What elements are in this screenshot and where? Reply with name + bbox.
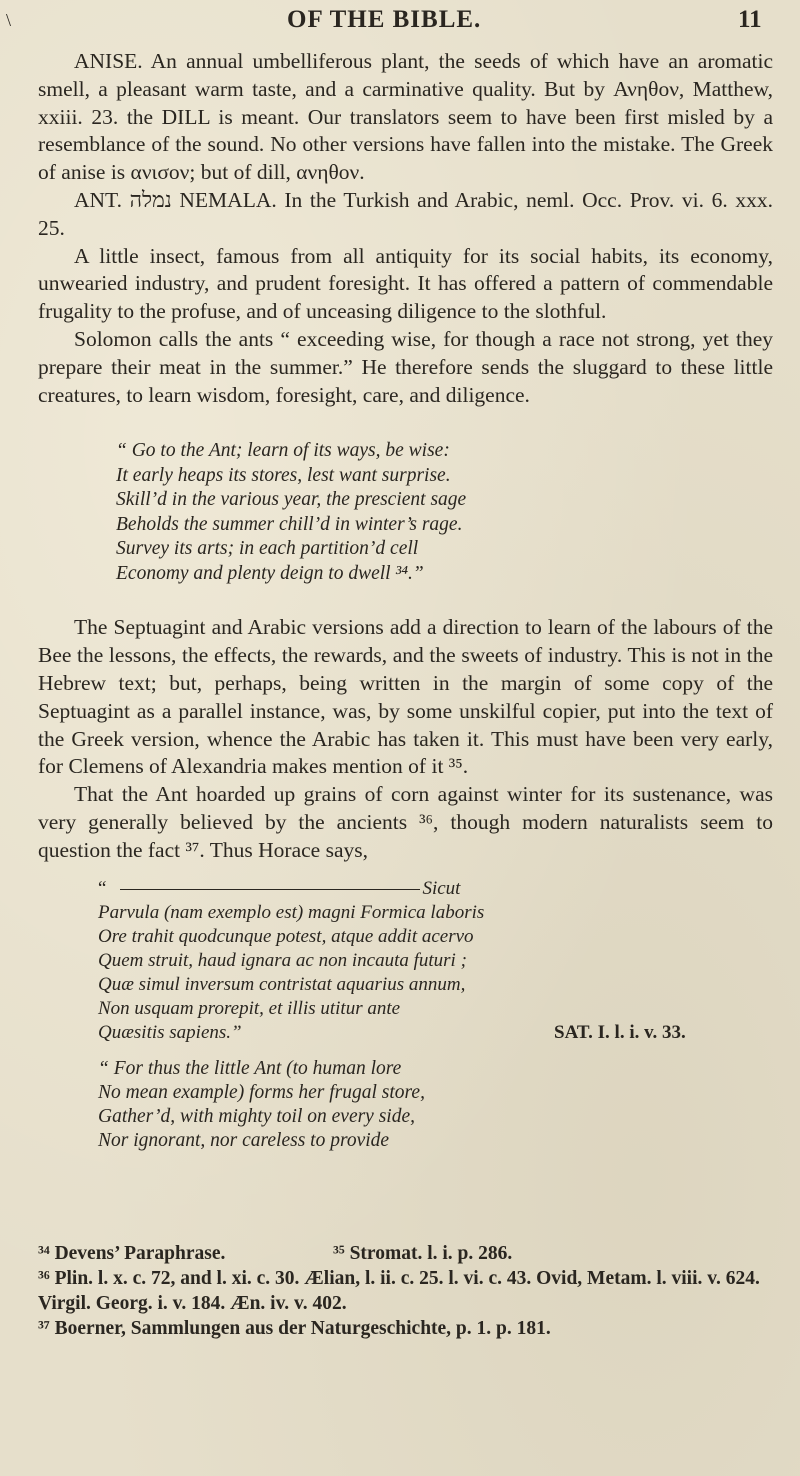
- translation-line: Nor ignorant, nor careless to provide: [98, 1129, 390, 1151]
- latin-line: Quæ simul inversum contristat aquarius annum,: [98, 973, 466, 995]
- footnotes: [38, 1241, 773, 1341]
- page-header: [0, 6, 800, 40]
- latin-line: Quæsitis sapiens.”: [98, 1021, 242, 1043]
- citation: SAT. I. l. i. v. 33.: [554, 1021, 686, 1043]
- latin-last-line: [98, 1021, 773, 1045]
- verse-quotation: [116, 439, 773, 586]
- paragraph-horace: That the Ant hoarded up grains of corn against winter for its sustenance, was very generally believed by the ancients ³⁶, though modern naturalists seem to question the fact ³⁷. Thus Horace says,: [38, 782, 773, 862]
- latin-line: Quem struit, haud ignara ac non incauta futuri ;: [98, 949, 467, 971]
- latin-quotation: [98, 877, 773, 1045]
- latin-line: Non usquam prorepit, et illis utitur ante: [98, 997, 401, 1019]
- paragraph-ant-description: A little insect, famous from all antiquity for its social habits, its economy, unwearied industry, and prudent foresight. It has offered a pattern of commendable frugality to the profuse, and of unceasing diligence to the slothful.: [38, 243, 773, 324]
- paragraph-septuagint: The Septuagint and Arabic versions add a direction to learn of the labours of the Bee the lessons, the effects, the rewards, and the sweets of industry. This is not in the Hebrew text; but, perhaps, being written in the margin of some copy of the Septuagint as a parallel instance, was, by some unskilful copier, put into the text of the Greek version, whence the Arabic has taken it. This must have been very early, for Clemens of Alexandria makes mention of it ³⁵.: [38, 615, 773, 779]
- footnote-row: [38, 1241, 773, 1266]
- footnote-37: ³⁷ Boerner, Sammlungen aus der Naturgeschichte, p. 1. p. 181.: [38, 1318, 551, 1339]
- footnote-34: ³⁴ Devens’ Paraphrase.: [38, 1243, 226, 1264]
- body-text: [38, 48, 773, 1153]
- translation-line: “ For thus the little Ant (to human lore: [98, 1057, 402, 1079]
- margin-mark: \: [6, 10, 12, 30]
- latin-first-line: [98, 877, 773, 901]
- entry-ant-heading: ANT. נמלה NEMALA. In the Turkish and Arabic, neml. Occ. Prov. vi. 6. xxx. 25.: [38, 187, 773, 240]
- latin-line: Parvula (nam exemplo est) magni Formica laboris: [98, 901, 485, 923]
- quote-dash: [120, 889, 420, 890]
- verse-line: Beholds the summer chill’d in winter’s rage.: [116, 513, 463, 535]
- running-head: OF THE BIBLE.: [287, 6, 482, 33]
- translation-quotation: [98, 1057, 773, 1153]
- verse-line: Economy and plenty deign to dwell ³⁴.”: [116, 562, 424, 584]
- footnote-35: ³⁵ Stromat. l. i. p. 286.: [333, 1243, 513, 1264]
- verse-line: Skill’d in the various year, the prescient sage: [116, 489, 467, 511]
- latin-line: Ore trahit quodcunque potest, atque addit acervo: [98, 925, 474, 947]
- translation-line: No mean example) forms her frugal store,: [98, 1081, 425, 1103]
- paragraph-solomon: Solomon calls the ants “ exceeding wise, for though a race not strong, yet they prepare their meat in the summer.” He therefore sends the sluggard to these little creatures, to learn wisdom, foresight, care, and diligence.: [38, 326, 773, 407]
- translation-line: Gather’d, with mighty toil on every side,: [98, 1105, 415, 1127]
- page-number: 11: [738, 6, 762, 33]
- verse-line: It early heaps its stores, lest want surprise.: [116, 464, 451, 486]
- entry-anise: ANISE. An annual umbelliferous plant, the seeds of which have an aromatic smell, a pleasant warm taste, and a carminative quality. But by Ανηθον, Matthew, xxiii. 23. the DILL is meant. Our translators seem to have been first misled by a resemblance of the sound. No other versions have fallen into the mistake. The Greek of anise is ανισον; but of dill, ανηθον.: [38, 49, 773, 185]
- latin-word: Sicut: [422, 877, 461, 899]
- footnote-36: ³⁶ Plin. l. x. c. 72, and l. xi. c. 30. Ælian, l. ii. c. 25. l. vi. c. 43. Ovid, Metam. l. viii. v. 624. Virgil. Georg. i. v. 184. Æn. iv. v. 402.: [38, 1268, 760, 1314]
- verse-line: Survey its arts; in each partition’d cell: [116, 538, 419, 560]
- verse-line: “ Go to the Ant; learn of its ways, be wise:: [116, 440, 450, 462]
- open-quote: “: [98, 877, 107, 899]
